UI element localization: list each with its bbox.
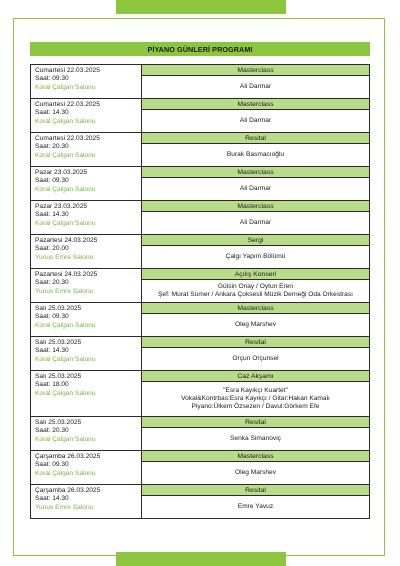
schedule-row (31, 99, 369, 133)
event-type: Resital (142, 337, 369, 348)
event-performer (142, 144, 369, 166)
event-type: Resital (142, 485, 369, 496)
event-time: Saat: 20.00 (35, 245, 69, 253)
event-type: Resital (142, 133, 369, 144)
performer-line: Oleg Marshev (234, 321, 277, 328)
performer-line: Vokal&Kontrbas:Esra Kayıkçı / Gitar:Hakan Kamalı (181, 395, 330, 402)
performer-line: Gülsin Onay / Oytun Eren (217, 283, 294, 290)
event-type: Resital (142, 417, 369, 428)
program-title: PİYANO GÜNLERİ PROGRAMI (30, 42, 370, 56)
schedule-row (31, 201, 369, 235)
event-time: Saat: 14.30 (35, 347, 69, 355)
event-location: Yunus Emre Salonu (35, 287, 94, 295)
schedule-row (31, 485, 369, 519)
event-date: Pazar 23.03.2025 (35, 203, 88, 210)
event-datetime-cell (31, 269, 142, 302)
event-datetime-cell (31, 417, 142, 450)
performer-line: Orçun Orçunsel (232, 355, 279, 362)
performer-line: Ali Darmar (239, 185, 272, 192)
event-date: Cumartesi 22.03.2025 (35, 135, 100, 142)
event-detail-cell (142, 451, 369, 484)
event-type: Caz Akşamı (142, 371, 369, 382)
event-date: Pazartesi 24.03.2025 (35, 271, 98, 278)
top-accent-bar (116, 0, 286, 14)
event-time: Saat: 20.30 (35, 279, 69, 287)
event-detail-cell (142, 485, 369, 518)
schedule-row (31, 269, 369, 303)
event-type: Masterclass (142, 303, 369, 314)
schedule-row (31, 371, 369, 417)
event-performer (142, 246, 369, 268)
event-location: Koral Çalgan Salonu (35, 83, 96, 91)
event-location: Koral Çalgan Salonu (35, 389, 96, 397)
event-location: Koral Çalgan Salonu (35, 321, 96, 329)
event-datetime-cell (31, 485, 142, 518)
performer-line: Emre Yavuz (237, 503, 274, 510)
event-detail-cell (142, 269, 369, 302)
event-time: Saat: 14.30 (35, 495, 69, 503)
event-type: Masterclass (142, 99, 369, 110)
schedule-row (31, 167, 369, 201)
event-date: Salı 25.03.2025 (35, 305, 82, 312)
performer-line: Ali Darmar (239, 117, 272, 124)
event-location: Koral Çalgan Salonu (35, 151, 96, 159)
event-datetime-cell (31, 99, 142, 132)
bottom-accent-bar (116, 552, 286, 566)
schedule-row (31, 65, 369, 99)
event-performer (142, 178, 369, 200)
schedule-row (31, 133, 369, 167)
event-date: Salı 25.03.2025 (35, 339, 82, 346)
event-performer (142, 496, 369, 518)
performer-line: "Esra Kayıkçı Kuartet" (223, 387, 288, 394)
event-datetime-cell (31, 65, 142, 98)
performer-line: Burak Basmacıoğlu (226, 151, 285, 158)
event-detail-cell (142, 417, 369, 450)
event-detail-cell (142, 167, 369, 200)
event-detail-cell (142, 201, 369, 234)
schedule-table (30, 64, 370, 519)
event-datetime-cell (31, 371, 142, 416)
event-performer (142, 212, 369, 234)
event-date: Cumartesi 22.03.2025 (35, 67, 100, 74)
event-date: Salı 25.03.2025 (35, 419, 82, 426)
event-location: Yunus Emre Salonu (35, 253, 94, 261)
performer-line: Oleg Marshev (234, 469, 277, 476)
event-time: Saat: 20.30 (35, 427, 69, 435)
event-type: Masterclass (142, 201, 369, 212)
event-detail-cell (142, 337, 369, 370)
event-date: Pazar 23.03.2025 (35, 169, 88, 176)
event-date: Salı 25.03.2025 (35, 373, 82, 380)
event-location: Koral Çalgan Salonu (35, 435, 96, 443)
performer-line: Senka Simanoviç (230, 435, 281, 442)
performer-line: Çalgı Yapım Bölümü (225, 253, 286, 260)
event-detail-cell (142, 371, 369, 416)
schedule-row (31, 235, 369, 269)
event-date: Cumartesi 22.03.2025 (35, 101, 100, 108)
event-time: Saat: 20.30 (35, 143, 69, 151)
event-performer (142, 382, 369, 416)
event-performer (142, 428, 369, 450)
event-time: Saat: 09.30 (35, 75, 69, 83)
event-performer (142, 314, 369, 336)
event-type: Masterclass (142, 167, 369, 178)
event-detail-cell (142, 235, 369, 268)
event-time: Saat: 09.30 (35, 313, 69, 321)
event-type: Masterclass (142, 65, 369, 76)
event-performer (142, 110, 369, 132)
event-date: Pazartesi 24.03.2025 (35, 237, 98, 244)
event-location: Koral Çalgan Salonu (35, 219, 96, 227)
event-location: Koral Çalgan Salonu (35, 355, 96, 363)
event-detail-cell (142, 133, 369, 166)
event-performer (142, 348, 369, 370)
schedule-row (31, 303, 369, 337)
event-time: Saat: 09.30 (35, 177, 69, 185)
performer-line: Ali Darmar (239, 83, 272, 90)
event-location: Koral Çalgan Salonu (35, 185, 96, 193)
event-detail-cell (142, 303, 369, 336)
event-time: Saat: 14.30 (35, 109, 69, 117)
performer-line: Şef: Murat Sümer / Ankara Çoksesli Müzik Derneği Oda Orkestrası (158, 291, 353, 298)
event-datetime-cell (31, 303, 142, 336)
event-location: Koral Çalgan Salonu (35, 117, 96, 125)
event-time: Saat: 18.00 (35, 381, 69, 389)
event-datetime-cell (31, 337, 142, 370)
event-performer (142, 76, 369, 98)
event-datetime-cell (31, 167, 142, 200)
event-time: Saat: 09.30 (35, 461, 69, 469)
event-type: Sergi (142, 235, 369, 246)
event-type: Açılış Konseri (142, 269, 369, 280)
event-location: Koral Çalgan Salonu (35, 469, 96, 477)
event-time: Saat: 14.30 (35, 211, 69, 219)
event-location: Yunus Emre Salonu (35, 503, 94, 511)
schedule-row (31, 417, 369, 451)
performer-line: Ali Darmar (239, 219, 272, 226)
performer-line: Piyano:Ülkem Özsezen / Davul:Görkem Efe (191, 403, 320, 410)
event-datetime-cell (31, 451, 142, 484)
schedule-row (31, 451, 369, 485)
event-date: Çarşamba 26.03.2025 (35, 453, 101, 460)
event-type: Masterclass (142, 451, 369, 462)
event-performer (142, 462, 369, 484)
event-datetime-cell (31, 235, 142, 268)
event-datetime-cell (31, 133, 142, 166)
event-datetime-cell (31, 201, 142, 234)
event-date: Çarşamba 26.03.2025 (35, 487, 101, 494)
event-performer (142, 280, 369, 302)
event-detail-cell (142, 65, 369, 98)
event-detail-cell (142, 99, 369, 132)
schedule-row (31, 337, 369, 371)
